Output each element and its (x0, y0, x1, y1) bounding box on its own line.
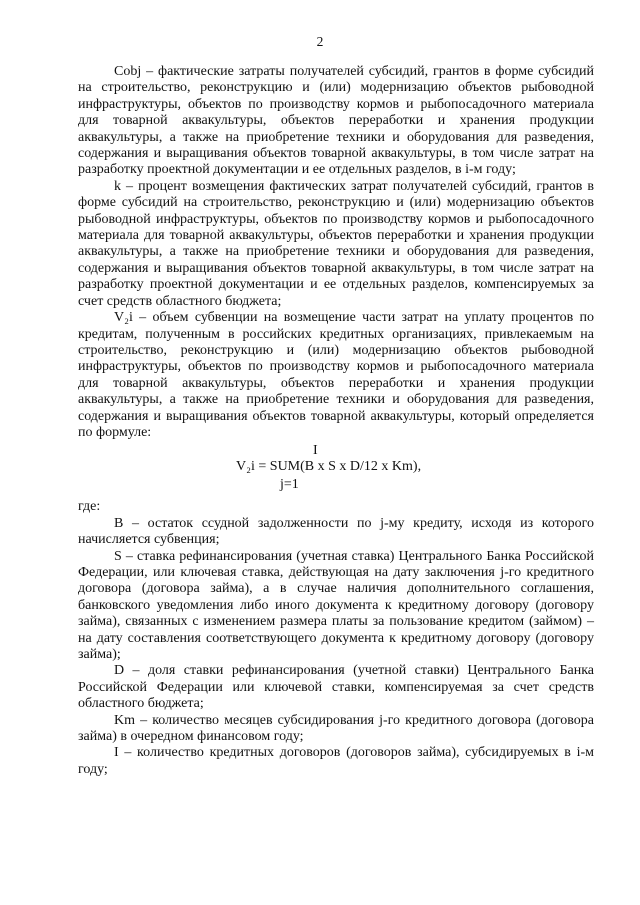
paragraph-cobj: Cobj – фактические затраты получателей субсидий, грантов в форме субсидий на строительство, реконструкцию и (или) модернизацию объектов рыбоводной инфраструктуры, объектов по производству кормов и рыбопосадочного материала для товарной аквакультуры, объектов переработки и хранения продукции аквакультуры, а также на приобретение техники и оборудования для разведения, содержания и выращивания объектов товарной аквакультуры, в том числе затрат на разработку проектной документации и ее отдельных разделов, в i-м году; (78, 64, 594, 178)
paragraph-d: D – доля ставки рефинансирования (учетной ставки) Центрального Банка Российской Федерации или ключевой ставки, компенсируемая за счет средств областного бюджета; (78, 663, 594, 712)
where-label: где: (78, 499, 101, 515)
paragraph-k: k – процент возмещения фактических затрат получателей субсидий, грантов в форме субсидий на строительство, реконструкцию и (или) модернизацию объектов рыбоводной инфраструктуры, объектов по производству кормов и рыбопосадочного материала для товарной аквакультуры, объектов переработки и хранения продукции аквакультуры, а также на приобретение техники и оборудования для разведения, содержания и выращивания объектов товарной аквакультуры, в том числе затрат на разработку проектной документации и ее отдельных разделов, компенсируемых за счет средств областного бюджета; (78, 178, 594, 309)
formula-block (78, 443, 594, 499)
formula-lower-limit: j=1 (280, 477, 299, 493)
paragraph-s: S – ставка рефинансирования (учетная ставка) Центрального Банка Российской Федерации, или ключевая ставка, действующая на дату заключения j-го кредитного договора (договора займа), а в случае наличия дополнительного соглашения, банковского уведомления либо иного документа к кредитному договору (договору займа), связанных с изменением размера платы за пользование кредитом (займом) – на дату составления соответствующего документа к кредитному договору (договору займа); (78, 548, 594, 662)
formula-expression: V₂i = SUM(B x S x D/12 x Km), (236, 459, 422, 475)
paragraph-i: I – количество кредитных договоров (договоров займа), субсидируемых в i-м году; (78, 745, 594, 777)
paragraph-km: Km – количество месяцев субсидирования j-го кредитного договора (договора займа) в очередном финансовом году; (78, 712, 594, 745)
page-number: 2 (316, 34, 324, 49)
paragraph-b: B – остаток ссудной задолженности по j-му кредиту, исходя из которого начисляется субвенция; (78, 515, 594, 548)
formula-upper-limit: I (313, 443, 318, 459)
paragraph-v2i: V₂i – объем субвенции на возмещение части затрат на уплату процентов по кредитам, полученным в российских кредитных организациях, привлекаемым на строительство, реконструкцию и (или) модернизацию объектов рыбоводной инфраструктуры, объектов по производству кормов и рыбопосадочного материала для товарной аквакультуры, объектов переработки и хранения продукции аквакультуры, а также на приобретение техники и оборудования для разведения, содержания и выращивания объектов товарной аквакультуры, который определяется по формуле: (78, 310, 594, 440)
document-body (78, 64, 594, 778)
